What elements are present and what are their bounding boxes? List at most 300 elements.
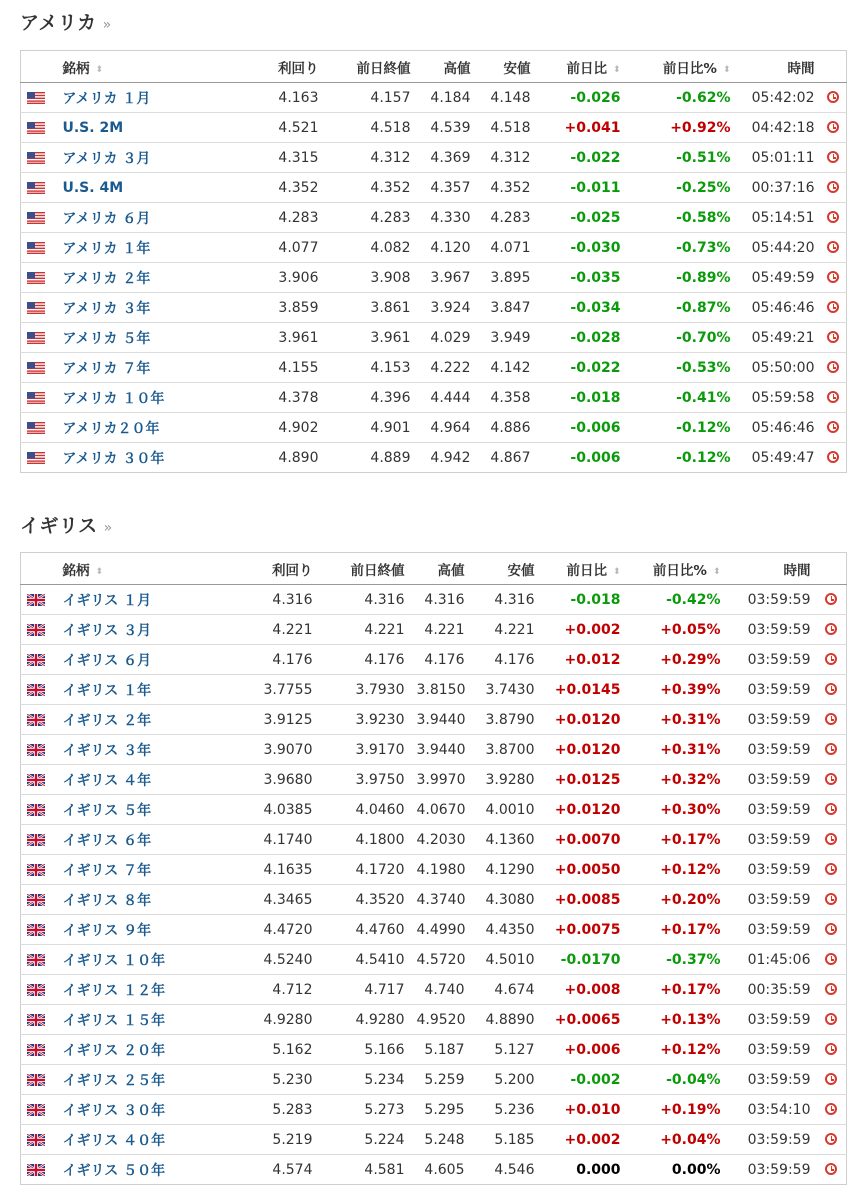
low-value: 4.071	[477, 233, 537, 263]
yield-value: 4.5240	[235, 945, 319, 975]
prev-close-value: 4.9280	[319, 1005, 411, 1035]
change-pct-value: -0.89%	[627, 263, 737, 293]
change-value: +0.0120	[541, 795, 627, 825]
prev-close-value: 3.9170	[319, 735, 411, 765]
change-value: +0.0145	[541, 675, 627, 705]
uk-flag-icon	[27, 1074, 45, 1086]
uk-flag-icon	[27, 834, 45, 846]
clock-icon[interactable]	[825, 773, 837, 785]
high-value: 4.221	[411, 615, 471, 645]
bond-name-link[interactable]: イギリス ７年	[62, 862, 152, 879]
bond-name-link[interactable]: U.S. 2M	[62, 119, 124, 136]
clock-icon[interactable]	[825, 803, 837, 815]
yield-value: 4.155	[241, 353, 325, 383]
uk-flag-icon	[27, 594, 45, 606]
table-row[interactable]	[21, 293, 847, 323]
low-value: 4.886	[477, 413, 537, 443]
col-header-name[interactable]: 銘柄 ⬍	[57, 51, 241, 83]
table-row[interactable]	[21, 795, 847, 825]
col-header-prev[interactable]: 前日終値	[319, 553, 411, 585]
clock-icon[interactable]	[825, 683, 837, 695]
change-pct-value: +0.92%	[627, 113, 737, 143]
high-value: 4.4990	[411, 915, 471, 945]
yield-value: 4.176	[235, 645, 319, 675]
bond-name-link[interactable]: イギリス ６月	[62, 652, 152, 669]
high-value: 3.967	[417, 263, 477, 293]
bond-name-link[interactable]: アメリカ １年	[62, 240, 151, 257]
change-pct-value: +0.04%	[627, 1125, 727, 1155]
col-header-low[interactable]: 安値	[471, 553, 541, 585]
yield-value: 4.316	[272, 591, 313, 608]
table-row[interactable]	[21, 203, 847, 233]
bond-name-link[interactable]: イギリス ９年	[62, 922, 152, 939]
prev-close-value: 3.961	[325, 323, 417, 353]
change-pct-value: +0.31%	[627, 705, 727, 735]
table-row[interactable]	[21, 323, 847, 353]
clock-icon[interactable]	[825, 1103, 837, 1115]
bond-name-link[interactable]: アメリカ ７年	[62, 360, 151, 377]
high-value: 4.3740	[411, 885, 471, 915]
time-value: 03:59:59	[727, 615, 817, 645]
yield-value: 4.712	[235, 975, 319, 1005]
high-value: 4.444	[417, 383, 477, 413]
clock-icon[interactable]	[825, 653, 837, 665]
prev-close-value: 4.312	[325, 143, 417, 173]
clock-icon[interactable]	[825, 623, 837, 635]
yield-value: 4.221	[235, 615, 319, 645]
high-value: 5.187	[411, 1035, 471, 1065]
table-row[interactable]	[21, 443, 847, 473]
clock-icon[interactable]	[827, 421, 839, 433]
bond-name-link[interactable]: アメリカ２０年	[62, 420, 160, 437]
table-row[interactable]	[21, 1125, 847, 1155]
high-value: 4.316	[424, 591, 465, 608]
prev-close-value: 3.9230	[319, 705, 411, 735]
sort-icon[interactable]: ⬍	[612, 566, 621, 577]
high-value: 4.357	[417, 173, 477, 203]
prev-close-value: 4.3520	[319, 885, 411, 915]
uk-flag-icon	[27, 894, 45, 906]
change-pct-value: 0.00%	[627, 1155, 727, 1185]
low-value: 3.895	[477, 263, 537, 293]
change-pct-value: +0.12%	[627, 1035, 727, 1065]
change-value: -0.006	[537, 413, 627, 443]
high-value: 3.924	[417, 293, 477, 323]
low-value: 4.3080	[471, 885, 541, 915]
table-row[interactable]	[21, 1035, 847, 1065]
us-section-title-text[interactable]: アメリカ	[20, 12, 97, 34]
low-value: 4.352	[477, 173, 537, 203]
us-flag-icon	[27, 182, 45, 194]
yield-value: 5.219	[235, 1125, 319, 1155]
table-row[interactable]	[21, 855, 847, 885]
low-value: 3.8700	[471, 735, 541, 765]
clock-icon[interactable]	[825, 1013, 837, 1025]
col-header-low[interactable]: 安値	[477, 51, 537, 83]
time-value: 05:42:02	[751, 89, 815, 106]
change-pct-value: +0.17%	[627, 915, 727, 945]
prev-close-value: 5.166	[319, 1035, 411, 1065]
clock-icon[interactable]	[827, 361, 839, 373]
low-value: 3.949	[477, 323, 537, 353]
low-value: 5.185	[471, 1125, 541, 1155]
clock-icon[interactable]	[825, 713, 837, 725]
bond-name-link[interactable]: アメリカ １０年	[62, 390, 165, 407]
low-value: 3.8790	[471, 705, 541, 735]
change-pct-value: +0.39%	[627, 675, 727, 705]
yield-value: 4.902	[241, 413, 325, 443]
col-header-change[interactable]: 前日比 ⬍	[541, 553, 627, 585]
uk-flag-icon	[27, 954, 45, 966]
table-row[interactable]	[21, 1155, 847, 1185]
high-value: 5.248	[411, 1125, 471, 1155]
bond-name-link[interactable]: アメリカ ５年	[62, 330, 151, 347]
change-value: -0.025	[537, 203, 627, 233]
yield-value: 3.906	[241, 263, 325, 293]
table-row[interactable]	[21, 885, 847, 915]
prev-close-value: 5.234	[319, 1065, 411, 1095]
bond-name-link[interactable]: アメリカ １月	[62, 90, 151, 107]
bond-name-link[interactable]: イギリス ８年	[62, 892, 152, 909]
change-pct-value: -0.12%	[627, 443, 737, 473]
prev-close-value: 3.908	[325, 263, 417, 293]
clock-icon[interactable]	[825, 863, 837, 875]
change-value: -0.026	[570, 89, 621, 106]
uk-section-title[interactable]	[20, 511, 113, 538]
clock-icon[interactable]	[827, 121, 839, 133]
table-row[interactable]	[21, 143, 847, 173]
high-value: 4.369	[417, 143, 477, 173]
clock-icon[interactable]	[825, 833, 837, 845]
high-value: 4.330	[417, 203, 477, 233]
prev-close-value: 4.352	[325, 173, 417, 203]
bond-name-link[interactable]: アメリカ ３月	[62, 150, 151, 167]
change-value: -0.035	[537, 263, 627, 293]
low-value: 4.176	[471, 645, 541, 675]
change-value: -0.028	[537, 323, 627, 353]
change-pct-value: -0.53%	[627, 353, 737, 383]
bond-name-link[interactable]: イギリス ３年	[62, 742, 152, 759]
clock-icon[interactable]	[827, 331, 839, 343]
table-row[interactable]	[21, 233, 847, 263]
uk-flag-icon	[27, 924, 45, 936]
bond-name-link[interactable]: イギリス ４０年	[62, 1132, 166, 1149]
prev-close-value: 4.1720	[319, 855, 411, 885]
clock-icon[interactable]	[827, 181, 839, 193]
clock-icon[interactable]	[825, 1073, 837, 1085]
us-flag-icon	[27, 362, 45, 374]
yield-value: 4.890	[241, 443, 325, 473]
time-value: 05:49:47	[737, 443, 821, 473]
us-section-title[interactable]	[20, 8, 112, 35]
yield-value: 4.283	[241, 203, 325, 233]
change-pct-value: +0.17%	[627, 975, 727, 1005]
clock-icon[interactable]	[825, 1163, 837, 1175]
clock-icon[interactable]	[827, 91, 839, 103]
col-header-time[interactable]: 時間	[737, 51, 821, 83]
high-value: 4.176	[411, 645, 471, 675]
us-header-row	[21, 51, 847, 83]
high-value: 4.0670	[411, 795, 471, 825]
bond-name-link[interactable]: イギリス ３月	[62, 622, 152, 639]
uk-table-body	[21, 585, 847, 1185]
clock-icon[interactable]	[827, 301, 839, 313]
time-value: 00:35:59	[727, 975, 817, 1005]
bond-name-link[interactable]: イギリス ２５年	[62, 1072, 166, 1089]
clock-icon[interactable]	[825, 593, 837, 605]
table-row[interactable]	[21, 945, 847, 975]
sort-icon[interactable]: ⬍	[712, 566, 721, 577]
change-value: 0.000	[541, 1155, 627, 1185]
col-header-yield[interactable]: 利回り	[241, 51, 325, 83]
table-row[interactable]	[21, 263, 847, 293]
bond-name-link[interactable]: イギリス １月	[62, 592, 152, 609]
change-pct-value: -0.04%	[627, 1065, 727, 1095]
us-flag-icon	[27, 302, 45, 314]
change-pct-value: -0.87%	[627, 293, 737, 323]
time-value: 01:45:06	[727, 945, 817, 975]
low-value: 4.1290	[471, 855, 541, 885]
uk-more-icon[interactable]: »	[103, 520, 113, 536]
yield-value: 4.378	[241, 383, 325, 413]
time-value: 05:59:58	[737, 383, 821, 413]
table-row[interactable]	[21, 705, 847, 735]
clock-icon[interactable]	[827, 151, 839, 163]
time-value: 03:59:59	[727, 915, 817, 945]
uk-flag-icon	[27, 1014, 45, 1026]
change-value: +0.002	[541, 615, 627, 645]
prev-close-value: 4.316	[364, 591, 405, 608]
table-row[interactable]	[21, 585, 847, 615]
us-flag-icon	[27, 392, 45, 404]
col-header-prev[interactable]: 前日終値	[325, 51, 417, 83]
prev-close-value: 4.153	[325, 353, 417, 383]
col-header-time[interactable]: 時間	[727, 553, 817, 585]
us-flag-icon	[27, 212, 45, 224]
high-value: 3.9440	[411, 705, 471, 735]
uk-flag-icon	[27, 714, 45, 726]
prev-close-value: 5.273	[319, 1095, 411, 1125]
clock-icon[interactable]	[827, 391, 839, 403]
change-value: +0.0120	[541, 705, 627, 735]
low-value: 4.358	[477, 383, 537, 413]
high-value: 4.964	[417, 413, 477, 443]
sort-icon[interactable]: ⬍	[612, 64, 621, 75]
clock-icon[interactable]	[827, 451, 839, 463]
table-row[interactable]	[21, 383, 847, 413]
yield-value: 3.859	[241, 293, 325, 323]
change-value: -0.0170	[541, 945, 627, 975]
us-flag-icon	[27, 332, 45, 344]
us-flag-icon	[27, 272, 45, 284]
table-row[interactable]	[21, 413, 847, 443]
clock-icon[interactable]	[825, 983, 837, 995]
time-value: 03:59:59	[727, 855, 817, 885]
change-pct-value: -0.70%	[627, 323, 737, 353]
bond-name-link[interactable]: アメリカ ２年	[62, 270, 151, 287]
table-row[interactable]	[21, 645, 847, 675]
sort-icon[interactable]: ⬍	[95, 566, 104, 577]
high-value: 4.539	[417, 113, 477, 143]
clock-icon[interactable]	[827, 271, 839, 283]
table-row[interactable]	[21, 1065, 847, 1095]
low-value: 4.5010	[471, 945, 541, 975]
high-value: 4.222	[417, 353, 477, 383]
bond-name-link[interactable]: イギリス １０年	[62, 952, 166, 969]
change-pct-value: -0.58%	[627, 203, 737, 233]
bond-name-link[interactable]: イギリス ４年	[62, 772, 152, 789]
prev-close-value: 3.9750	[319, 765, 411, 795]
change-pct-value: +0.05%	[627, 615, 727, 645]
yield-value: 3.9070	[235, 735, 319, 765]
us-flag-icon	[27, 452, 45, 464]
clock-icon[interactable]	[825, 1043, 837, 1055]
low-value: 4.867	[477, 443, 537, 473]
clock-icon[interactable]	[827, 241, 839, 253]
change-value: -0.022	[537, 143, 627, 173]
sort-icon[interactable]: ⬍	[722, 64, 731, 75]
change-pct-value: +0.17%	[627, 825, 727, 855]
prev-close-value: 4.157	[370, 89, 411, 106]
change-value: +0.0120	[541, 735, 627, 765]
clock-icon[interactable]	[825, 1133, 837, 1145]
yield-value: 4.1740	[235, 825, 319, 855]
time-value: 03:59:59	[727, 675, 817, 705]
yield-value: 4.4720	[235, 915, 319, 945]
bond-name-link[interactable]: イギリス １２年	[62, 982, 166, 999]
prev-close-value: 4.0460	[319, 795, 411, 825]
table-row[interactable]	[21, 735, 847, 765]
time-value: 05:46:46	[737, 293, 821, 323]
change-pct-value: +0.30%	[627, 795, 727, 825]
prev-close-value: 4.581	[319, 1155, 411, 1185]
bond-name-link[interactable]: イギリス １５年	[62, 1012, 166, 1029]
high-value: 4.942	[417, 443, 477, 473]
prev-close-value: 4.082	[325, 233, 417, 263]
high-value: 4.605	[411, 1155, 471, 1185]
yield-value: 4.315	[241, 143, 325, 173]
time-value: 03:59:59	[727, 1125, 817, 1155]
change-value: -0.011	[537, 173, 627, 203]
low-value: 4.8890	[471, 1005, 541, 1035]
uk-section-title-text[interactable]: イギリス	[20, 515, 98, 537]
col-header-high[interactable]: 高値	[417, 51, 477, 83]
table-row[interactable]	[21, 353, 847, 383]
bond-name-link[interactable]: U.S. 4M	[62, 179, 124, 196]
high-value: 4.120	[417, 233, 477, 263]
time-value: 05:14:51	[737, 203, 821, 233]
change-value: +0.0125	[541, 765, 627, 795]
table-row[interactable]	[21, 765, 847, 795]
time-value: 03:59:59	[727, 705, 817, 735]
yield-value: 4.9280	[235, 1005, 319, 1035]
time-value: 03:59:59	[727, 795, 817, 825]
us-more-icon[interactable]: »	[102, 17, 112, 33]
table-row[interactable]	[21, 173, 847, 203]
clock-icon[interactable]	[825, 743, 837, 755]
bond-name-link[interactable]: アメリカ ３０年	[62, 450, 165, 467]
low-value: 4.316	[494, 591, 535, 608]
col-header-change-pct[interactable]: 前日比% ⬍	[627, 553, 727, 585]
col-header-name[interactable]: 銘柄 ⬍	[57, 553, 235, 585]
bond-name-link[interactable]: イギリス ２０年	[62, 1042, 166, 1059]
bond-name-link[interactable]: イギリス ５０年	[62, 1162, 166, 1179]
high-value: 4.2030	[411, 825, 471, 855]
bond-name-link[interactable]: アメリカ ６月	[62, 210, 151, 227]
bond-name-link[interactable]: イギリス ３０年	[62, 1102, 166, 1119]
yield-value: 4.521	[241, 113, 325, 143]
table-row[interactable]	[21, 675, 847, 705]
table-row[interactable]	[21, 825, 847, 855]
time-value: 05:46:46	[737, 413, 821, 443]
time-value: 03:59:59	[727, 1065, 817, 1095]
low-value: 4.221	[471, 615, 541, 645]
change-pct-value: -0.25%	[627, 173, 737, 203]
low-value: 4.1360	[471, 825, 541, 855]
yield-value: 4.352	[241, 173, 325, 203]
uk-flag-icon	[27, 804, 45, 816]
change-value: -0.006	[537, 443, 627, 473]
col-header-yield[interactable]: 利回り	[235, 553, 319, 585]
clock-icon[interactable]	[827, 211, 839, 223]
col-header-change-pct[interactable]: 前日比% ⬍	[627, 51, 737, 83]
uk-flag-icon	[27, 864, 45, 876]
sort-icon[interactable]: ⬍	[95, 64, 104, 75]
uk-flag-icon	[27, 1104, 45, 1116]
bond-name-link[interactable]: イギリス ６年	[62, 832, 152, 849]
yield-value: 4.574	[235, 1155, 319, 1185]
change-pct-value: -0.62%	[676, 89, 731, 106]
bond-name-link[interactable]: イギリス １年	[62, 682, 152, 699]
time-value: 00:37:16	[737, 173, 821, 203]
uk-flag-icon	[27, 744, 45, 756]
bond-name-link[interactable]: イギリス ５年	[62, 802, 152, 819]
col-header-high[interactable]: 高値	[411, 553, 471, 585]
change-value: -0.018	[537, 383, 627, 413]
table-row[interactable]	[21, 83, 847, 113]
clock-icon[interactable]	[825, 893, 837, 905]
time-value: 03:59:59	[727, 1035, 817, 1065]
change-pct-value: +0.13%	[627, 1005, 727, 1035]
us-flag-icon	[27, 422, 45, 434]
table-row[interactable]	[21, 113, 847, 143]
table-row[interactable]	[21, 915, 847, 945]
yield-value: 4.1635	[235, 855, 319, 885]
uk-bonds-table	[20, 552, 847, 1185]
change-pct-value: +0.29%	[627, 645, 727, 675]
table-row[interactable]	[21, 975, 847, 1005]
uk-flag-icon	[27, 684, 45, 696]
time-value: 05:49:59	[737, 263, 821, 293]
col-header-change[interactable]: 前日比 ⬍	[537, 51, 627, 83]
table-row[interactable]	[21, 1095, 847, 1125]
table-row[interactable]	[21, 1005, 847, 1035]
uk-flag-icon	[27, 1134, 45, 1146]
time-value: 05:01:11	[737, 143, 821, 173]
change-pct-value: +0.20%	[627, 885, 727, 915]
change-value: +0.041	[537, 113, 627, 143]
bond-name-link[interactable]: アメリカ ３年	[62, 300, 151, 317]
time-value: 05:49:21	[737, 323, 821, 353]
change-pct-value: +0.32%	[627, 765, 727, 795]
high-value: 4.1980	[411, 855, 471, 885]
low-value: 5.127	[471, 1035, 541, 1065]
clock-icon[interactable]	[825, 923, 837, 935]
low-value: 3.9280	[471, 765, 541, 795]
bond-name-link[interactable]: イギリス ２年	[62, 712, 152, 729]
table-row[interactable]	[21, 615, 847, 645]
clock-icon[interactable]	[825, 953, 837, 965]
